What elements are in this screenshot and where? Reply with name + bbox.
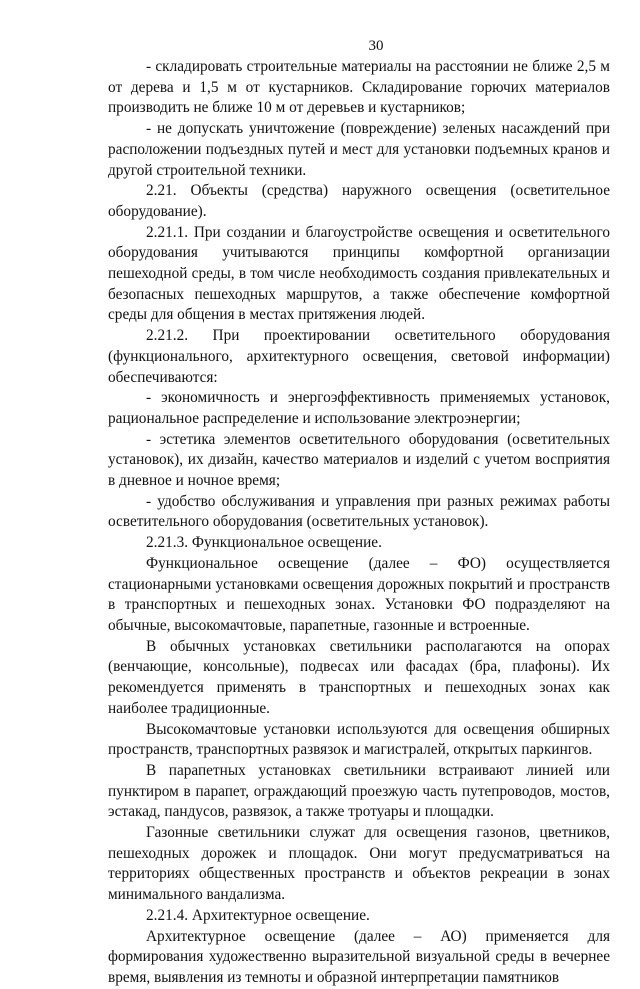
paragraph-high-mast-installations: Высокомачтовые установки используются для освещения обширных пространств, транспортных развязок и магистралей, открытых паркингов. bbox=[108, 720, 610, 759]
paragraph-architectural-lighting: Архитектурное освещение (далее – АО) применяется для формирования художественно выразительной визуальной среды в вечернее время, выявления из темноты и образной интерпретации памятников bbox=[108, 927, 610, 986]
section-heading-2-21-4: 2.21.4. Архитектурное освещение. bbox=[146, 906, 370, 924]
paragraph-ordinary-installations: В обычных установках светильники располагаются на опорах (венчающие, консольные), подвесах или фасадах (бра, плафоны). Их рекомендуется применять в транспортных и пешеходных зонах как наиболее традиционные. bbox=[108, 637, 610, 717]
paragraph-storage-materials: - складировать строительные материалы на расстоянии не ближе 2,5 м от дерева и 1,5 м от кустарников. Складирование горючих материалов производить не ближе 10 м от деревьев и кустарников; bbox=[108, 58, 610, 117]
section-heading-2-21-3: 2.21.3. Функциональное освещение. bbox=[146, 534, 382, 552]
list-item-maintenance: - удобство обслуживания и управления при разных режимах работы осветительного оборудования (осветительных установок). bbox=[108, 492, 610, 531]
paragraph-lawn-lights: Газонные светильники служат для освещения газонов, цветников, пешеходных дорожек и площадок. Они могут предусматриваться на территориях общественных пространств и объектов рекреации в зонах минимального вандализма. bbox=[108, 824, 610, 904]
paragraph-functional-lighting: Функциональное освещение (далее – ФО) осуществляется стационарными установками освещения дорожных покрытий и пространств в транспортных и пешеходных зонах. Установки ФО подразделяют на обычные, высокомачтовые, парапетные, газонные и встроенные. bbox=[108, 554, 610, 634]
list-item-efficiency: - экономичность и энергоэффективность применяемых установок, рациональное распределение и использование электроэнергии; bbox=[108, 389, 610, 427]
paragraph-protect-green-plantings: - не допускать уничтожение (повреждение) зеленых насаждений при расположении подъездных путей и мест для установки подъемных кранов и другой строительной техники. bbox=[108, 120, 610, 179]
paragraph-2-21-1: 2.21.1. При создании и благоустройстве освещения и осветительного оборудования учитываются принципы комфортной организации пешеходной среды, в том числе необходимость создания привлекательных и безопасных пешеходных маршрутов, а также обеспечение комфортной среды для общения в местах притяжения людей. bbox=[108, 223, 610, 324]
list-item-aesthetics: - эстетика элементов осветительного оборудования (осветительных установок), их дизайн, качество материалов и изделий с учетом восприятия в дневное и ночное время; bbox=[108, 430, 610, 490]
paragraph-2-21-2: 2.21.2. При проектировании осветительного оборудования (функционального, архитектурного освещения, световой информации) обеспечиваются: bbox=[108, 327, 610, 386]
paragraph-parapet-installations: В парапетных установках светильники встраивают линией или пунктиром в парапет, ограждающий проезжую часть путепроводов, мостов, эстакад, пандусов, развязок, а также тротуары и площадки. bbox=[108, 761, 610, 821]
section-heading-2-21: 2.21. Объекты (средства) наружного освещения (осветительное оборудование). bbox=[108, 182, 610, 220]
page-number: 30 bbox=[368, 38, 384, 54]
